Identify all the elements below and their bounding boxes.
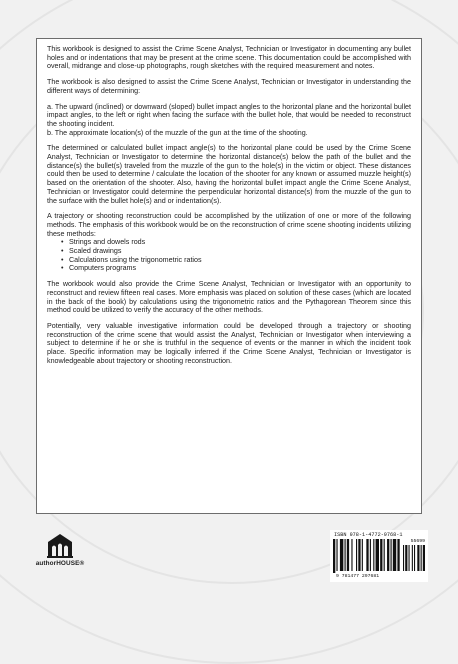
barcode-bar	[366, 539, 368, 571]
method-item: • Strings and dowels rods	[61, 238, 411, 247]
price-code: 55699	[410, 539, 425, 544]
barcode-digits: 9 781477 297681	[336, 574, 380, 579]
barcode-bar	[380, 539, 382, 571]
barcode-bar	[391, 539, 392, 571]
barcode-bar	[347, 539, 349, 571]
barcode-bar	[340, 539, 343, 571]
intro-paragraph: This workbook is designed to assist the Crime Scene Analyst, Technician or Investigator in documenting any bullet holes and or indentations that may be present at the crime scene. This documentation could be accomplished with overall, midrange and close-up photographs, rough sketches with the required measurement and notes.	[47, 45, 411, 71]
purpose-paragraph: The workbook is also designed to assist the Crime Scene Analyst, Technician or Investigator in understanding the different ways of determining:	[47, 78, 411, 95]
angles-paragraph: The determined or calculated bullet impact angle(s) to the horizontal plane could be used by the Crime Scene Analyst, Technician or Investigator to determine the horizontal distance(s) below the path of the bullet and the distance(s) the bullet(s) traveled from the muzzle of the gun to the hole(s) in the victim or object. These distances could then be used to determine / calculate the location of the shooter for any known or assumed muzzle height(s) based on the orientation of the shooter. Also, having the horizontal bullet impact angle the Crime Scene Analyst, Technician or Investigator could determine the perpendicular horizontal distance(s) from the muzzle of the gun to the surface with the bullet hole(s) and or indentation(s).	[47, 144, 411, 205]
determination-list	[47, 103, 411, 138]
barcode-bar	[373, 539, 374, 571]
barcode-bar	[345, 539, 346, 571]
addon-bar	[421, 545, 422, 571]
barcode-bar	[384, 539, 385, 571]
conclusion-paragraph: Potentially, very valuable investigative information could be developed through a trajectory or shooting reconstruction of the crime scene that would assist the Analyst, Technician or Investigator when interviewing a subject to determine if he or she is truthful in the sequence of events or the manner in which the incident took place. Specific information may be logically inferred if the Crime Scene Analyst, Technician or Investigator is knowledgeable about trajectory or shooting reconstruction.	[47, 321, 411, 365]
barcode-bar	[376, 539, 379, 571]
back-cover-text-panel	[36, 38, 422, 514]
publisher-logo	[32, 532, 88, 567]
barcode-bar	[397, 539, 399, 571]
barcode-bar	[393, 539, 396, 571]
item-a: a. The upward (inclined) or downward (sloped) bullet impact angles to the horizontal plane and the horizontal bullet impact angles, to the left or right when facing the surface with the bullet hole, that would be needed to reconstruct the shooting incident.	[47, 102, 411, 128]
barcode-bars	[333, 539, 425, 573]
addon-bar	[412, 545, 413, 571]
method-item: • Calculations using the trigonometric ratios	[61, 256, 411, 265]
addon-bar	[414, 545, 415, 571]
authorhouse-building-icon	[45, 532, 75, 558]
barcode-bar	[358, 539, 360, 571]
isbn-barcode	[330, 530, 428, 582]
barcode-bar	[362, 539, 363, 571]
item-b: b. The approximate location(s) of the muzzle of the gun at the time of the shooting.	[47, 128, 308, 137]
isbn-number: ISBN 978-1-4772-9768-1	[334, 532, 403, 538]
method-item: • Computers programs	[61, 264, 411, 273]
barcode-bar	[333, 539, 335, 573]
methods-intro-paragraph: A trajectory or shooting reconstruction could be accomplished by the utilization of one or more of the following methods. The emphasis of this workbook would be on the reconstruction of crime scene shooting incidents utilizing these methods:	[47, 212, 411, 238]
method-item: • Scaled drawings	[61, 247, 411, 256]
barcode-bar	[336, 539, 337, 571]
addon-bar	[409, 545, 410, 571]
addon-bar	[417, 545, 419, 571]
barcode-bar	[356, 539, 357, 571]
addon-bar	[405, 545, 407, 571]
methods-list	[47, 238, 411, 273]
cases-paragraph: The workbook would also provide the Crime Scene Analyst, Technician or Investigator with an opportunity to reconstruct and review fifteen real cases. More emphasis was placed on solution of these cases (which are located in the back of the book) by calculations using the trigonometric ratios and the Pythagorean Theorem since this method could be utilized to verify the accuracy of the other methods.	[47, 280, 411, 315]
barcode-bar	[387, 539, 389, 571]
addon-bar	[423, 545, 425, 571]
addon-bar	[403, 545, 404, 571]
barcode-bar	[370, 539, 371, 571]
publisher-name: authorHOUSE®	[35, 560, 85, 567]
barcode-bar	[351, 539, 352, 571]
